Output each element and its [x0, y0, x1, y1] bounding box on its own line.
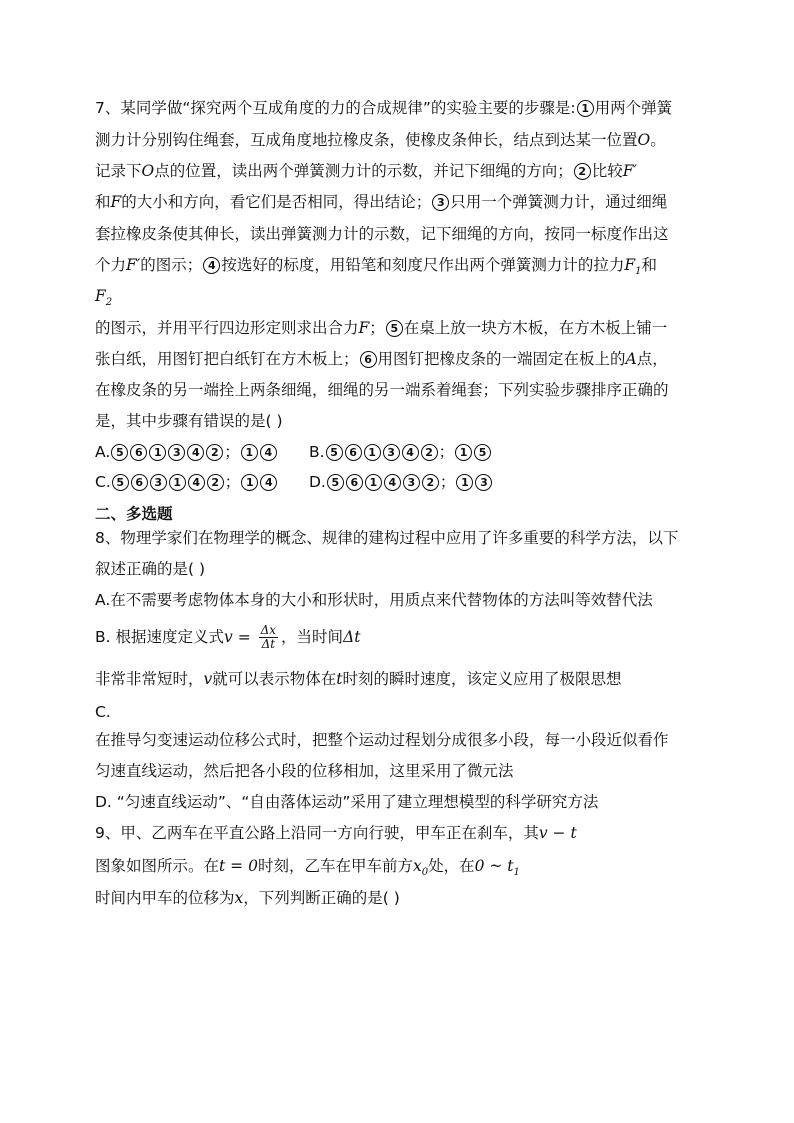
- step-marker: 5: [112, 474, 129, 491]
- q8-option-b-text: ，当时间: [281, 628, 344, 646]
- option-b-errors: [454, 443, 492, 461]
- q7-stem-text: 用图钉把橡皮条的一端固定在板上的: [377, 350, 626, 368]
- separator: ；: [224, 443, 240, 461]
- q7-line-9: [95, 349, 668, 369]
- force-f1-subscript: 1: [635, 266, 642, 278]
- q8-option-d[interactable]: D. “匀速直线运动”、“自由落体运动”采用了建立理想模型的科学研究方法: [95, 793, 599, 811]
- separator: ；: [439, 473, 456, 491]
- step-5-marker: 5: [386, 320, 403, 337]
- step-marker: 3: [383, 444, 400, 461]
- step-marker: 4: [384, 474, 401, 491]
- step-6-marker: 6: [360, 351, 377, 368]
- q7-option-c[interactable]: [95, 472, 278, 492]
- q7-line-11: [95, 411, 283, 431]
- q7-stem-text: 个力: [95, 256, 127, 274]
- step-marker: 1: [455, 444, 472, 461]
- vt-graph-symbol: v − t: [538, 824, 577, 842]
- q7-stem-text: 按选好的标度，用铅笔和刻度尺作出两个弹簧测力计的拉力: [221, 256, 625, 274]
- q7-line-7: [95, 286, 112, 313]
- step-1-marker: 1: [577, 100, 594, 117]
- step-marker: 1: [241, 474, 258, 491]
- force-f: F: [358, 319, 370, 337]
- q7-line-10: [95, 380, 669, 400]
- q9-stem-text: 时间内甲车的位移为: [95, 889, 235, 907]
- option-d-label: D.: [309, 473, 326, 491]
- step-2-marker: 2: [574, 163, 591, 180]
- section-heading: 二、多选题: [95, 505, 173, 523]
- q7-stem-text: 只用一个弹簧测力计，通过细绳: [450, 193, 668, 211]
- step-marker: 1: [149, 444, 166, 461]
- q8-option-b[interactable]: [95, 624, 361, 651]
- q7-stem-text: 比较: [591, 162, 623, 180]
- q7-stem-text: 张白纸，用图钉把白纸钉在方木板上；: [95, 350, 359, 368]
- q8-option-a[interactable]: A.在不需要考虑物体本身的大小和形状时，用质点来代替物体的方法叫等效替代法: [95, 591, 653, 609]
- q7-stem-text: 的图示；: [140, 256, 203, 274]
- q9-stem-text: 图象如图所示。在: [95, 857, 220, 875]
- q7-stem-text: ；: [369, 319, 385, 337]
- q8-option-b-text: 就可以表示物体在: [212, 670, 337, 688]
- step-marker: 5: [111, 444, 128, 461]
- q9-line-3: [95, 888, 400, 908]
- step-3-marker: 3: [432, 194, 449, 211]
- time-symbol: t: [336, 670, 343, 688]
- q9-stem-text: 9、甲、乙两车在平直公路上沿同一方向行驶，甲车正在刹车，其: [95, 824, 539, 842]
- step-marker: 3: [150, 474, 167, 491]
- velocity-symbol: v: [203, 670, 213, 688]
- step-marker: 1: [365, 474, 382, 491]
- time-range-subscript: 1: [513, 867, 520, 879]
- q7-stem-text: 是，其中步骤有错误的是( ): [95, 412, 283, 430]
- step-marker: 1: [169, 474, 186, 491]
- q9-line-1: [95, 823, 577, 843]
- force-f: F: [110, 193, 122, 211]
- q9-line-2: [95, 856, 520, 883]
- step-marker: 3: [168, 444, 185, 461]
- q9-stem-text: 处，在: [428, 857, 475, 875]
- force-f2-symbol: F: [95, 287, 106, 305]
- option-a-sequence: [110, 443, 224, 461]
- q8-option-b-line-2: [95, 669, 622, 689]
- step-marker: 1: [364, 444, 381, 461]
- option-c-label: C.: [95, 473, 111, 491]
- q7-option-a[interactable]: [95, 442, 278, 462]
- q8-line-1: 8、物理学家们在物理学的概念、规律的建构过程中应用了许多重要的科学方法，以下: [95, 529, 679, 547]
- step-marker: 5: [326, 444, 343, 461]
- option-c-errors: [240, 473, 278, 491]
- displacement-symbol: x: [234, 889, 244, 907]
- q7-stem-text: 和: [95, 193, 111, 211]
- time-range-text: 0 ~ t: [474, 857, 514, 875]
- step-marker: 6: [345, 444, 362, 461]
- q7-stem-text: 点，: [636, 350, 668, 368]
- time-range: [474, 857, 520, 879]
- step-marker: 3: [403, 474, 420, 491]
- q7-option-b[interactable]: [309, 442, 492, 462]
- step-marker: 2: [422, 474, 439, 491]
- option-b-sequence: [325, 443, 439, 461]
- q7-stem-text: 的图示，并用平行四边形定则求出合力: [95, 319, 359, 337]
- force-f-prime: F′: [622, 162, 638, 180]
- option-c-sequence: [111, 473, 225, 491]
- delta-t-symbol: Δt: [343, 628, 361, 646]
- q8-line-2: 叙述正确的是( ): [95, 560, 206, 578]
- q7-stem-text: 用两个弹簧: [594, 99, 673, 117]
- q7-stem-text: 在桌上放一块方木板，在方木板上铺一: [403, 319, 668, 337]
- step-4-marker: 4: [203, 257, 220, 274]
- velocity-symbol: v: [224, 628, 233, 646]
- q8-option-c-label[interactable]: C.: [95, 703, 111, 721]
- step-marker: 4: [260, 444, 277, 461]
- q7-line-8: [95, 318, 667, 338]
- fraction-denominator: Δt: [261, 637, 276, 651]
- step-marker: 1: [456, 474, 473, 491]
- step-marker: 6: [130, 444, 147, 461]
- step-marker: 5: [327, 474, 344, 491]
- step-marker: 1: [241, 444, 258, 461]
- option-a-errors: [240, 443, 278, 461]
- step-marker: 2: [207, 474, 224, 491]
- q7-line-1: [95, 98, 672, 118]
- q7-stem-text: 记录下: [95, 162, 142, 180]
- point-o: O: [141, 162, 155, 180]
- option-a-label: A.: [95, 443, 111, 461]
- q7-line-6: [95, 255, 657, 282]
- q7-stem-text: 测力计分别钩住绳套，互成角度地拉橡皮条，使橡皮条伸长，结点到达某一位置: [95, 131, 638, 149]
- q8-option-b-text: 时刻的瞬时速度，该定义应用了极限思想: [342, 670, 622, 688]
- q7-stem-text: 7、某同学做“探究两个互成角度的力的合成规律”的实验主要的步骤是:: [95, 99, 576, 117]
- q8-option-c-line-2: 匀速直线运动，然后把各小段的位移相加，这里采用了微元法: [95, 762, 514, 780]
- option-d-sequence: [326, 473, 440, 491]
- step-marker: 2: [206, 444, 223, 461]
- fraction-numerator: Δx: [260, 623, 277, 637]
- q8-option-c-line-1: 在推导匀变速运动位移公式时，把整个运动过程划分成很多小段，每一小段近似看作: [95, 731, 669, 749]
- force-f2-subscript: 2: [105, 297, 113, 309]
- q7-stem-text: 套拉橡皮条使其伸长，读出弹簧测力计的示数，记下细绳的方向，按同一标度作出这: [95, 225, 669, 243]
- force-f-prime: F′: [126, 256, 141, 274]
- q7-option-d[interactable]: [309, 472, 493, 492]
- step-marker: 4: [402, 444, 419, 461]
- distance-x-symbol: x: [412, 857, 422, 875]
- q9-stem-text: ，下列判断正确的是( ): [243, 889, 400, 907]
- step-marker: 4: [260, 474, 277, 491]
- distance-x0: [412, 857, 429, 879]
- q7-line-4: [95, 192, 667, 212]
- q7-line-5: [95, 224, 669, 244]
- q7-stem-text: 和: [641, 256, 657, 274]
- q7-line-2: [95, 130, 666, 150]
- force-f1-symbol: F: [624, 256, 636, 274]
- q8-option-b-text: 非常非常短时，: [95, 670, 204, 688]
- q7-stem-text: 。: [650, 131, 666, 149]
- q9-stem-text: 时刻，乙车在甲车前方: [257, 857, 413, 875]
- step-marker: 3: [475, 474, 492, 491]
- step-marker: 2: [421, 444, 438, 461]
- q7-stem-text: 的大小和方向，看它们是否相同，得出结论；: [121, 193, 432, 211]
- separator: ；: [438, 443, 455, 461]
- equals-sign: =: [232, 628, 256, 646]
- option-b-label: B.: [309, 443, 325, 461]
- q7-stem-text: 在橡皮条的另一端拴上两条细绳，细绳的另一端系着绳套；下列实验步骤排序正确的: [95, 381, 669, 399]
- q7-line-3: [95, 161, 637, 181]
- point-o: O: [637, 131, 651, 149]
- q8-option-b-text: B. 根据速度定义式: [95, 628, 224, 646]
- step-marker: 6: [131, 474, 148, 491]
- option-d-errors: [455, 473, 493, 491]
- point-a: A: [625, 350, 637, 368]
- q7-stem-text: 点的位置，读出两个弹簧测力计的示数，并记下细绳的方向；: [154, 162, 573, 180]
- separator: ；: [224, 473, 241, 491]
- force-f2: [95, 287, 113, 309]
- velocity-fraction: [259, 624, 278, 651]
- step-marker: 4: [188, 474, 205, 491]
- step-marker: 4: [187, 444, 204, 461]
- step-marker: 5: [474, 444, 491, 461]
- distance-subscript: 0: [421, 867, 429, 879]
- force-f1: [624, 256, 642, 278]
- time-zero: t = 0: [219, 857, 258, 875]
- step-marker: 6: [346, 474, 363, 491]
